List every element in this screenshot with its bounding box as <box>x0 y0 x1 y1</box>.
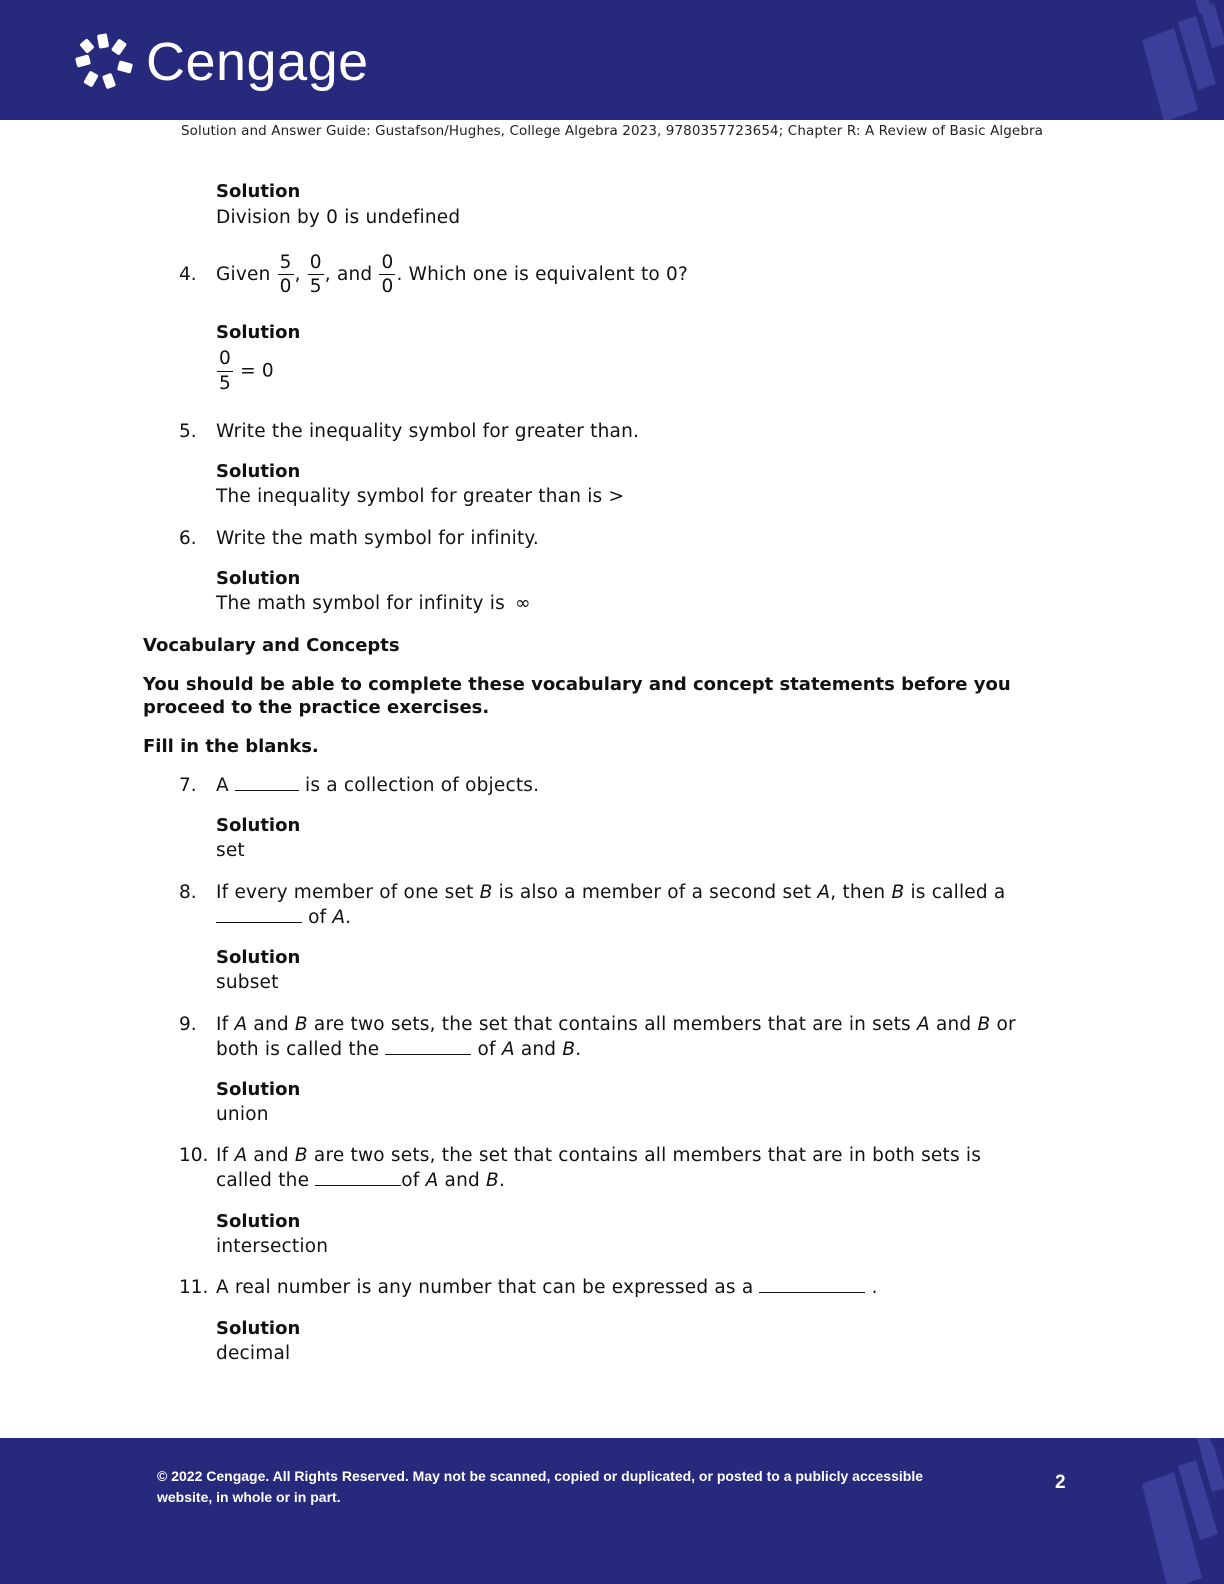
question-text: A real number is any number that can be expressed as a . <box>216 1277 878 1298</box>
solution-text: The math symbol for infinity is ∞ <box>216 593 531 614</box>
page-number: 2 <box>1055 1472 1066 1493</box>
question-text: A is a collection of objects. <box>216 775 540 796</box>
question-text: If A and B are two sets, the set that contains all members that are in both sets is called the of A and B. <box>216 1145 982 1191</box>
question-number: 5. <box>179 421 197 442</box>
solution-text: union <box>216 1104 269 1125</box>
solution-text: Division by 0 is undefined <box>216 207 461 228</box>
question-text: Write the inequality symbol for greater than. <box>216 421 640 442</box>
question-text: Given $\frac{5}{0}$ , $\frac{0}{5}$ , and $\frac{0}{0}$ . Which one is equivalent to 0? <box>216 251 688 297</box>
question-text: If every member of one set B is also a member of a second set A, then B is called a of A. <box>216 882 1006 928</box>
solution-text: $\frac{0}{5}$ = 0 <box>219 348 274 394</box>
question-number: 4. <box>179 264 197 285</box>
fraction: $\frac{5}{0}$ <box>279 251 292 297</box>
question-text: Write the math symbol for infinity. <box>216 528 540 549</box>
solution-heading: Solution <box>216 1318 301 1339</box>
section-instruction: Fill in the blanks. <box>143 736 319 757</box>
solution-text: intersection <box>216 1236 329 1257</box>
question-number: 11. <box>179 1277 209 1298</box>
answer-blank <box>315 1171 401 1186</box>
page-footer <box>0 1438 1224 1584</box>
solution-heading: Solution <box>216 461 301 482</box>
answer-blank <box>235 776 299 791</box>
solution-heading: Solution <box>216 947 301 968</box>
footer-decoration <box>1134 1438 1224 1584</box>
page-header <box>0 0 1224 120</box>
question-number: 10. <box>179 1145 209 1166</box>
question-number: 9. <box>179 1014 197 1035</box>
section-title: Vocabulary and Concepts <box>143 635 400 656</box>
fraction: $\frac{0}{5}$ <box>309 251 322 297</box>
solution-heading: Solution <box>216 568 301 589</box>
solution-text: decimal <box>216 1343 291 1364</box>
copyright-notice: © 2022 Cengage. All Rights Reserved. May not be scanned, copied or duplicated, or posted to a publicly accessible website, in whole or in part. <box>157 1468 924 1505</box>
cengage-logo <box>74 32 369 92</box>
question-text: If A and B are two sets, the set that contains all members that are in sets A and B or both is called the of A and B. <box>216 1014 1016 1060</box>
infinity-symbol: ∞ <box>515 593 531 614</box>
brand-name: Cengage <box>146 32 369 92</box>
solution-heading: Solution <box>216 815 301 836</box>
section-intro: You should be able to complete these vocabulary and concept statements before you proceed to the practice exercises. <box>143 674 1011 718</box>
solution-heading: Solution <box>216 1079 301 1100</box>
cengage-logo-mark-icon <box>74 32 134 92</box>
question-number: 6. <box>179 528 197 549</box>
answer-blank <box>216 908 302 923</box>
question-number: 8. <box>179 882 197 903</box>
fraction: $\frac{0}{5}$ <box>219 348 231 394</box>
solution-text: The inequality symbol for greater than is > <box>216 486 625 507</box>
solution-heading: Solution <box>216 322 301 343</box>
solution-heading: Solution <box>216 1211 301 1232</box>
solution-heading: Solution <box>216 181 301 202</box>
running-head: Solution and Answer Guide: Gustafson/Hughes, College Algebra 2023, 9780357723654; Chapter R: A Review of Basic Algebra <box>180 123 1044 139</box>
question-number: 7. <box>179 775 197 796</box>
fraction: $\frac{0}{0}$ <box>381 251 394 297</box>
answer-blank <box>759 1278 865 1293</box>
solution-text: set <box>216 840 245 861</box>
answer-blank <box>385 1040 471 1055</box>
header-decoration <box>1134 0 1224 120</box>
solution-text: subset <box>216 972 279 993</box>
